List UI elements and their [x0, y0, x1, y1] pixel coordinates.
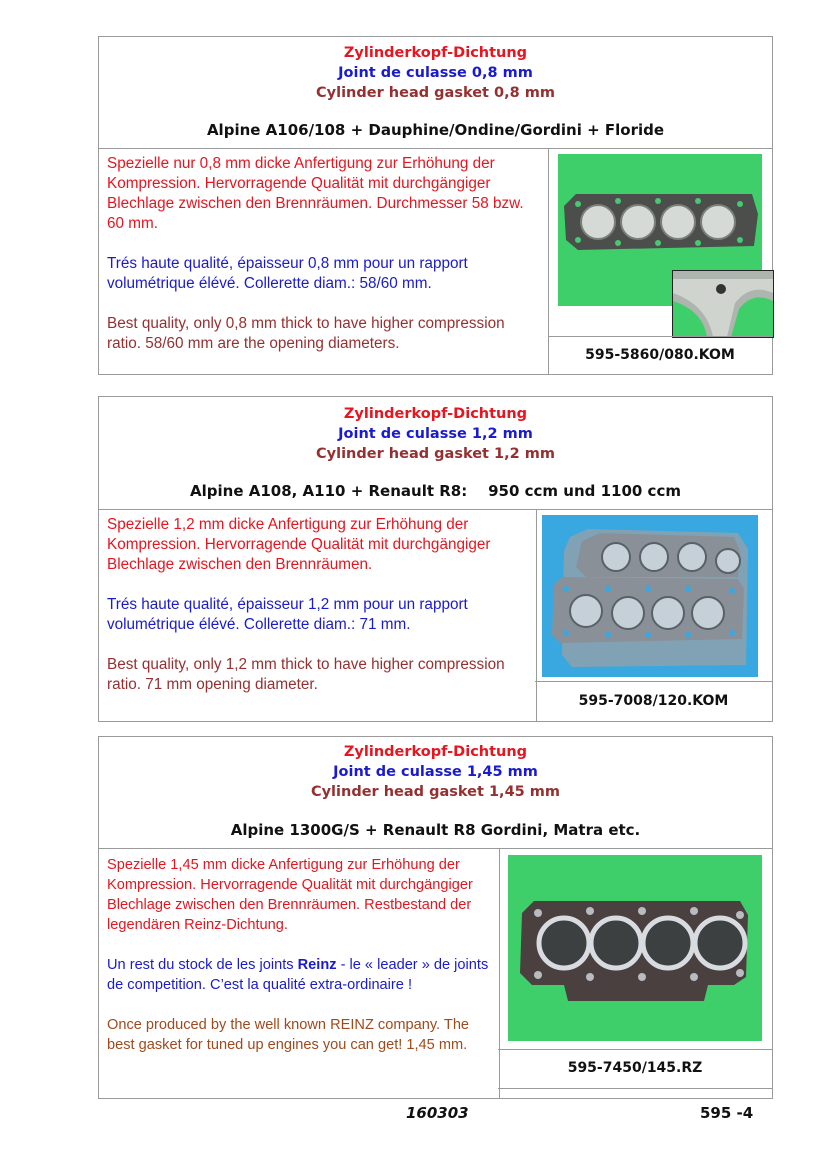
description-french-end: - le « leader » de joints de competition. C’est la qualité extra-ordinaire ! — [107, 957, 489, 993]
description-german: Spezielle 1,2 mm dicke Anfertigung zur Erhöhung der Kompression. Hervorragende Qualität mit durchgängiger Blechlage zwischen den Brennräumen. — [107, 516, 491, 573]
description-german: Spezielle 1,45 mm dicke Anfertigung zur Erhöhung der Kompression. Hervorragende Qualität mit durchgängiger Blechlage zwischen den Brennräumen. Restbestand der legendären Reinz-Dichtung. — [107, 857, 473, 933]
title-german: Zylinderkopf-Dichtung — [343, 45, 528, 61]
title-german: Zylinderkopf-Dichtung — [343, 406, 528, 422]
image-column — [498, 848, 772, 1098]
title-french: Joint de culasse 0,8 mm — [338, 65, 533, 81]
description — [99, 509, 537, 721]
section-header — [99, 37, 772, 149]
title-french: Joint de culasse 1,2 mm — [338, 426, 533, 442]
description — [99, 848, 500, 1098]
description-french — [107, 955, 493, 995]
gasket-photo — [508, 855, 762, 1041]
part-number: 595-7450/145.RZ — [498, 1049, 772, 1089]
page-number: 595 -4 — [700, 1104, 754, 1122]
part-number: 595-7008/120.KOM — [535, 681, 772, 721]
brand-name: Reinz — [297, 957, 337, 973]
product-section-1 — [98, 36, 773, 375]
description-english: Once produced by the well known REINZ company. The best gasket for tuned up engines you can get! 1,45 mm. — [107, 1017, 470, 1053]
title-english: Cylinder head gasket 0,8 mm — [316, 85, 555, 101]
application-line: Alpine 1300G/S + Renault R8 Gordini, Matra etc. — [230, 821, 641, 839]
gasket-detail-photo — [672, 270, 774, 338]
application-line: Alpine A108, A110 + Renault R8: 950 ccm und 1100 ccm — [190, 482, 681, 500]
image-column — [548, 148, 772, 374]
title-french: Joint de culasse 1,45 mm — [333, 764, 538, 780]
description-english: Best quality, only 0,8 mm thick to have higher compression ratio. 58/60 mm are the opening diameters. — [107, 315, 505, 352]
description-german: Spezielle nur 0,8 mm dicke Anfertigung zur Erhöhung der Kompression. Hervorragende Qualität mit durchgängiger Blechlage zwischen den Brennräumen. Durchmesser 58 bzw. 60 mm. — [107, 155, 524, 232]
description — [99, 148, 549, 374]
section-header — [99, 737, 772, 849]
gasket-photo — [542, 515, 758, 677]
title-english: Cylinder head gasket 1,45 mm — [310, 784, 561, 800]
description-english: Best quality, only 1,2 mm thick to have higher compression ratio. 71 mm opening diameter. — [107, 656, 505, 693]
image-column — [535, 509, 772, 721]
description-french: Trés haute qualité, épaisseur 1,2 mm pour un rapport volumétrique élévé. Collerette diam.: 71 mm. — [107, 596, 468, 633]
product-section-2 — [98, 396, 773, 722]
part-number: 595-5860/080.KOM — [548, 336, 772, 374]
description-french-start: Un rest du stock de les joints — [107, 957, 298, 973]
title-english: Cylinder head gasket 1,2 mm — [316, 446, 555, 462]
application-line: Alpine A106/108 + Dauphine/Ondine/Gordini + Floride — [206, 121, 665, 139]
title-german: Zylinderkopf-Dichtung — [343, 744, 528, 760]
section-header — [99, 397, 772, 510]
product-section-3 — [98, 736, 773, 1099]
date-code: 160303 — [406, 1104, 469, 1122]
description-french: Trés haute qualité, épaisseur 0,8 mm pour un rapport volumétrique élévé. Collerette diam.: 58/60 mm. — [107, 255, 468, 292]
